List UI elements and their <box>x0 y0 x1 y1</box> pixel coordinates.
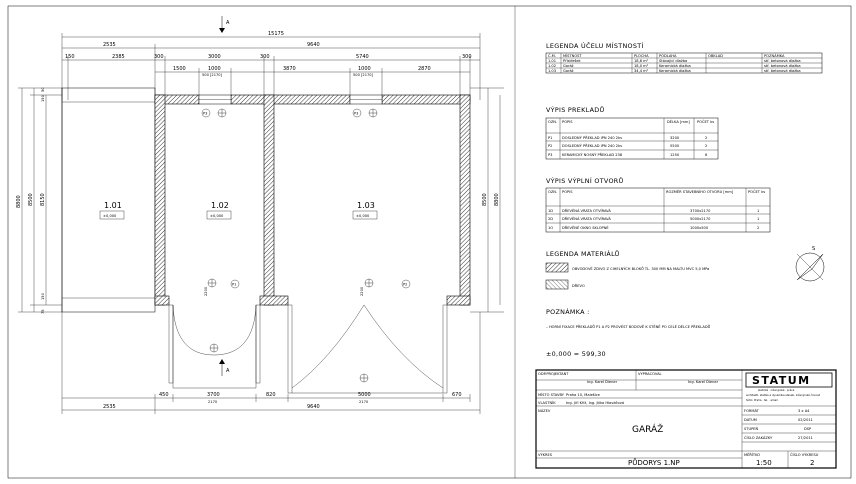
svg-text:statické · inženýrské · práce: statické · inženýrské · práce <box>758 389 795 392</box>
svg-text:P2: P2 <box>403 282 408 287</box>
svg-text:FORMÁT: FORMÁT <box>744 409 759 413</box>
tb-meritko: 1:50 <box>756 459 772 467</box>
svg-text:1000x500: 1000x500 <box>690 226 709 230</box>
dim-left-0: 8800 <box>16 195 22 208</box>
svg-text:MÍSTO STAVBY: MÍSTO STAVBY <box>538 393 564 397</box>
opening-tag-left: 500 [2170] <box>202 73 222 77</box>
svg-text:1O: 1O <box>548 226 554 230</box>
svg-text:P1: P1 <box>232 282 237 287</box>
svg-text:1: 1 <box>757 217 760 221</box>
lintel-row-p1 <box>548 135 707 140</box>
right-dimensions <box>470 88 504 312</box>
svg-text:ROZMĚR STAVEBNÍHO OTVORU [mm]: ROZMĚR STAVEBNÍHO OTVORU [mm] <box>666 190 734 194</box>
dim-right-0: 8800 <box>494 193 500 206</box>
svg-text:VÝKRES: VÝKRES <box>538 453 553 457</box>
svg-text:1.02: 1.02 <box>548 64 557 68</box>
tb-projektant: Ing. Karel Diener <box>587 380 618 384</box>
svg-text:1250: 1250 <box>670 153 680 157</box>
svg-text:18,6 m²: 18,6 m² <box>634 59 649 63</box>
svg-text:Keramická dlažba: Keramická dlažba <box>659 64 691 68</box>
svg-text:POPIS: POPIS <box>562 120 573 124</box>
svg-text:5000x2170: 5000x2170 <box>690 217 711 221</box>
openings-title: VÝPIS VÝPLNÍ OTVORŮ <box>546 177 624 185</box>
svg-text:Keramická dlažba: Keramická dlažba <box>659 69 691 73</box>
svg-text:Garáž: Garáž <box>563 69 574 73</box>
svg-text:Garáž: Garáž <box>563 64 574 68</box>
dim-left-3: 150 <box>41 95 45 102</box>
north-label: S <box>812 246 816 252</box>
legend-rooms-row-2 <box>548 64 801 68</box>
dim-bottom-2: 820 <box>266 392 276 398</box>
dim-top-row2-6: 300 <box>462 54 472 60</box>
svg-text:P2: P2 <box>548 144 553 148</box>
svg-text:Přístřešek: Přístřešek <box>563 59 581 63</box>
materials-title: LEGENDA MATERIÁLŮ <box>546 250 620 258</box>
svg-text:OBKLAD: OBKLAD <box>708 54 723 58</box>
tb-title: GARÁŽ <box>632 425 664 435</box>
dim-top-row3-2: 3870 <box>283 66 296 72</box>
wall-north-east <box>382 95 470 104</box>
svg-text:POČET ks: POČET ks <box>697 120 715 124</box>
tb-vypracoval: Ing. Karel Diener <box>688 380 719 384</box>
dim-top-row1-b: 9640 <box>307 42 320 48</box>
svg-text:STUPEŇ: STUPEŇ <box>744 427 759 431</box>
dim-bottom-row2-0: 2535 <box>103 404 116 410</box>
tb-drawing: PŮDORYS 1.NP <box>628 459 680 467</box>
opening-height-right: 2200 <box>360 286 364 296</box>
opening-row-2d <box>548 216 759 221</box>
svg-text:6: 6 <box>705 153 708 157</box>
opening-tag-right: 500 [2170] <box>353 73 373 77</box>
svg-text:PLOCHA: PLOCHA <box>634 54 649 58</box>
svg-text:ČÍSLO VÝKRESU: ČÍSLO VÝKRESU <box>790 453 819 457</box>
room-2-id: 1.02 <box>211 201 229 210</box>
tb-vlastnik: Ing. Jiří Kříž, Ing. Jitka Hlaváčová <box>566 401 625 405</box>
svg-text:1D: 1D <box>548 209 554 213</box>
dim-top-row2-0: 150 <box>65 54 75 60</box>
svg-text:2: 2 <box>757 226 760 230</box>
svg-text:architekti, statika a dynamika: architekti, statika a dynamika staveb, inženýrská činnost <box>746 394 820 397</box>
lintel-row-p3 <box>548 152 708 157</box>
lintel-title: VÝPIS PREKLADŮ <box>546 106 605 114</box>
svg-text:DŘEVĚNÉ OKNO SKLOPNÉ: DŘEVĚNÉ OKNO SKLOPNÉ <box>562 226 609 230</box>
dim-left-1: 8500 <box>28 193 34 206</box>
svg-text:ODP.PROJEKTANT: ODP.PROJEKTANT <box>538 372 569 376</box>
note-block <box>546 307 711 329</box>
lintel-tag-p3-left <box>202 109 226 117</box>
svg-text:1.03: 1.03 <box>548 69 557 73</box>
wall-south-pier-1 <box>155 296 169 305</box>
svg-text:OZN.: OZN. <box>548 190 558 194</box>
svg-text:KERAMICKÝ NOSNÝ PŘEKLAD 238: KERAMICKÝ NOSNÝ PŘEKLAD 238 <box>562 153 623 157</box>
room-2-level: ±0,000 <box>210 214 224 218</box>
svg-text:POPIS: POPIS <box>562 190 573 194</box>
room-1-level: ±0,000 <box>103 214 117 218</box>
dim-left-6: 75 <box>41 309 45 314</box>
svg-text:34,4 m²: 34,4 m² <box>634 69 649 73</box>
dim-bottom-3: 5000 <box>358 392 371 398</box>
lintel-tag-p2 <box>365 279 410 288</box>
dim-left-2: 8150 <box>40 193 46 206</box>
svg-text:DATUM: DATUM <box>744 418 757 422</box>
dim-top-row2-2: 300 <box>154 54 164 60</box>
material-swatch-wood <box>546 280 568 289</box>
material-wood: DŘEVO <box>572 284 585 288</box>
svg-text:OZN.: OZN. <box>548 120 558 124</box>
dim-top-row3-1: 1000 <box>208 66 221 72</box>
svg-text:Č.M.: Č.M. <box>548 54 556 58</box>
legend-rooms-row-3 <box>548 69 801 73</box>
dim-bottom-4: 670 <box>452 392 462 398</box>
dim-bottom-1: 3700 <box>207 392 220 398</box>
dim-top-row3-4: 2870 <box>418 66 431 72</box>
door-swing-right <box>288 305 447 393</box>
svg-text:P3: P3 <box>354 111 359 116</box>
svg-text:STATUM: STATUM <box>752 374 811 387</box>
svg-text:Sídlo: Praha · tel. · email: Sídlo: Praha · tel. · email <box>746 399 778 402</box>
legend-rooms <box>546 41 822 73</box>
dim-bottom-row2-1: 9640 <box>307 404 320 410</box>
materials-legend <box>546 249 709 289</box>
svg-text:P3: P3 <box>548 153 553 157</box>
section-label-bottom: A <box>226 368 230 374</box>
wall-middle <box>264 95 274 305</box>
svg-text:VYPRACOVAL: VYPRACOVAL <box>638 372 662 376</box>
dim-right-1: 8500 <box>482 193 488 206</box>
svg-text:stř. betonová dlažba: stř. betonová dlažba <box>764 59 801 63</box>
wall-north-mid <box>231 95 350 104</box>
room-1-id: 1.01 <box>104 201 122 210</box>
svg-text:1: 1 <box>757 209 760 213</box>
title-block <box>536 370 836 468</box>
wall-east <box>460 95 470 305</box>
top-dimensions <box>62 31 480 100</box>
door-swing-left <box>169 305 260 388</box>
dim-top-row1-a: 2535 <box>103 42 116 48</box>
dim-top-row2-5: 5740 <box>356 54 369 60</box>
dim-top-row2-3: 3000 <box>208 54 221 60</box>
openings-schedule <box>546 176 770 232</box>
section-label-top: A <box>226 20 230 26</box>
lintel-schedule <box>546 105 718 159</box>
lintel-tag-p1 <box>208 279 239 288</box>
svg-text:DŘEVĚNÁ VRATA OTVÍRAVÁ: DŘEVĚNÁ VRATA OTVÍRAVÁ <box>562 217 611 221</box>
tb-cislo: 2 <box>810 459 815 467</box>
lintel-tag-p3-right <box>353 109 377 117</box>
svg-text:2D: 2D <box>548 217 554 221</box>
svg-text:POZNÁMKA: POZNÁMKA <box>764 54 785 58</box>
svg-text:3700x2170: 3700x2170 <box>690 209 711 213</box>
left-dimensions <box>16 87 62 314</box>
note-text: – HORNÍ FIXACE PŘEKLADŮ P1 A P2 PROVÉST BODOVĚ K STĚNĚ PO CELÉ DÉLCE PŘEKLADŮ <box>546 325 711 329</box>
dim-left-4: 150 <box>41 293 45 300</box>
tb-format: 3 x A4 <box>798 409 810 413</box>
floor-plan <box>62 88 470 393</box>
room-3-level: ±0,000 <box>356 214 370 218</box>
svg-text:DÉLKA [mm]: DÉLKA [mm] <box>667 120 690 124</box>
dim-overall-width: 15175 <box>268 31 284 37</box>
svg-text:2: 2 <box>705 136 708 140</box>
material-swatch-masonry <box>546 263 568 272</box>
dim-bottom-0: 450 <box>159 392 169 398</box>
north-arrow-icon <box>796 246 824 281</box>
dim-bottom-sub-1: 2170 <box>359 400 369 404</box>
svg-text:VLASTNÍK: VLASTNÍK <box>538 401 556 405</box>
lintel-row-p2 <box>548 143 707 148</box>
dim-top-row2-1: 2385 <box>112 54 125 60</box>
svg-text:DOSLEDNÝ PŘEKLAD IPN 240 2ks: DOSLEDNÝ PŘEKLAD IPN 240 2ks <box>562 136 622 140</box>
opening-row-1o <box>548 225 759 230</box>
svg-text:NÁZEV: NÁZEV <box>538 409 551 413</box>
svg-text:POČET ks: POČET ks <box>748 190 766 194</box>
tb-misto: Praha 10, Malešice <box>566 393 600 397</box>
svg-text:P3: P3 <box>203 111 208 116</box>
note-title: POZNÁMKA : <box>546 308 590 316</box>
level-reference: ±0,000 = 599,30 <box>546 350 606 358</box>
statum-logo <box>746 373 832 402</box>
room-3-id: 1.03 <box>357 201 375 210</box>
dim-top-row2-4: 300 <box>260 54 270 60</box>
svg-text:18,0 m²: 18,0 m² <box>634 64 649 68</box>
dim-left-5: 50 <box>41 87 45 92</box>
sheet-outer-border <box>8 6 851 478</box>
section-mark-bottom <box>219 359 230 376</box>
svg-text:Stávající dlažba: Stávající dlažba <box>659 59 688 63</box>
wall-south-pier-2 <box>260 296 288 305</box>
section-mark-top <box>219 16 230 33</box>
tb-zakazka: 27/2011 <box>798 436 813 440</box>
svg-text:MĚŘÍTKO: MĚŘÍTKO <box>744 453 761 457</box>
svg-text:MÍSTNOST: MÍSTNOST <box>563 54 582 58</box>
svg-text:DŘEVĚNÁ VRATA OTVÍRAVÁ: DŘEVĚNÁ VRATA OTVÍRAVÁ <box>562 209 611 213</box>
carport-outline <box>62 88 155 312</box>
material-masonry: OBVODOVÉ ZDIVO Z CIHELNÝCH BLOKŮ TL. 300 MM NA MALTU MVC 5,0 MPa <box>572 267 710 271</box>
svg-text:1.01: 1.01 <box>548 59 557 63</box>
dim-top-row3-3: 1000 <box>358 66 371 72</box>
wall-west <box>155 95 165 305</box>
svg-text:stř. betonová dlažba: stř. betonová dlažba <box>764 64 801 68</box>
svg-text:3200: 3200 <box>670 136 680 140</box>
svg-text:5500: 5500 <box>670 144 680 148</box>
svg-text:2: 2 <box>705 144 708 148</box>
bottom-dimensions <box>62 312 480 414</box>
opening-row-1d <box>548 208 759 213</box>
legend-rooms-row-1 <box>548 59 801 63</box>
tb-stupen: DSP <box>804 427 812 431</box>
wall-south-pier-3 <box>447 296 470 305</box>
tb-datum: 02/2011 <box>798 418 813 422</box>
svg-text:P1: P1 <box>548 136 553 140</box>
legend-rooms-title: LEGENDA ÚČELU MÍSTNOSTÍ <box>546 42 644 50</box>
svg-text:stř. betonová dlažba: stř. betonová dlažba <box>764 69 801 73</box>
svg-text:PODLAHA: PODLAHA <box>659 54 677 58</box>
svg-text:DOSLEDNÝ PŘEKLAD IPN 240 2ks: DOSLEDNÝ PŘEKLAD IPN 240 2ks <box>562 144 622 148</box>
opening-height-left: 2200 <box>204 286 208 296</box>
svg-text:ČÍSLO ZAKÁZKY: ČÍSLO ZAKÁZKY <box>744 436 773 440</box>
dim-bottom-sub-0: 2170 <box>208 400 218 404</box>
dim-top-row3-0: 1500 <box>173 66 186 72</box>
